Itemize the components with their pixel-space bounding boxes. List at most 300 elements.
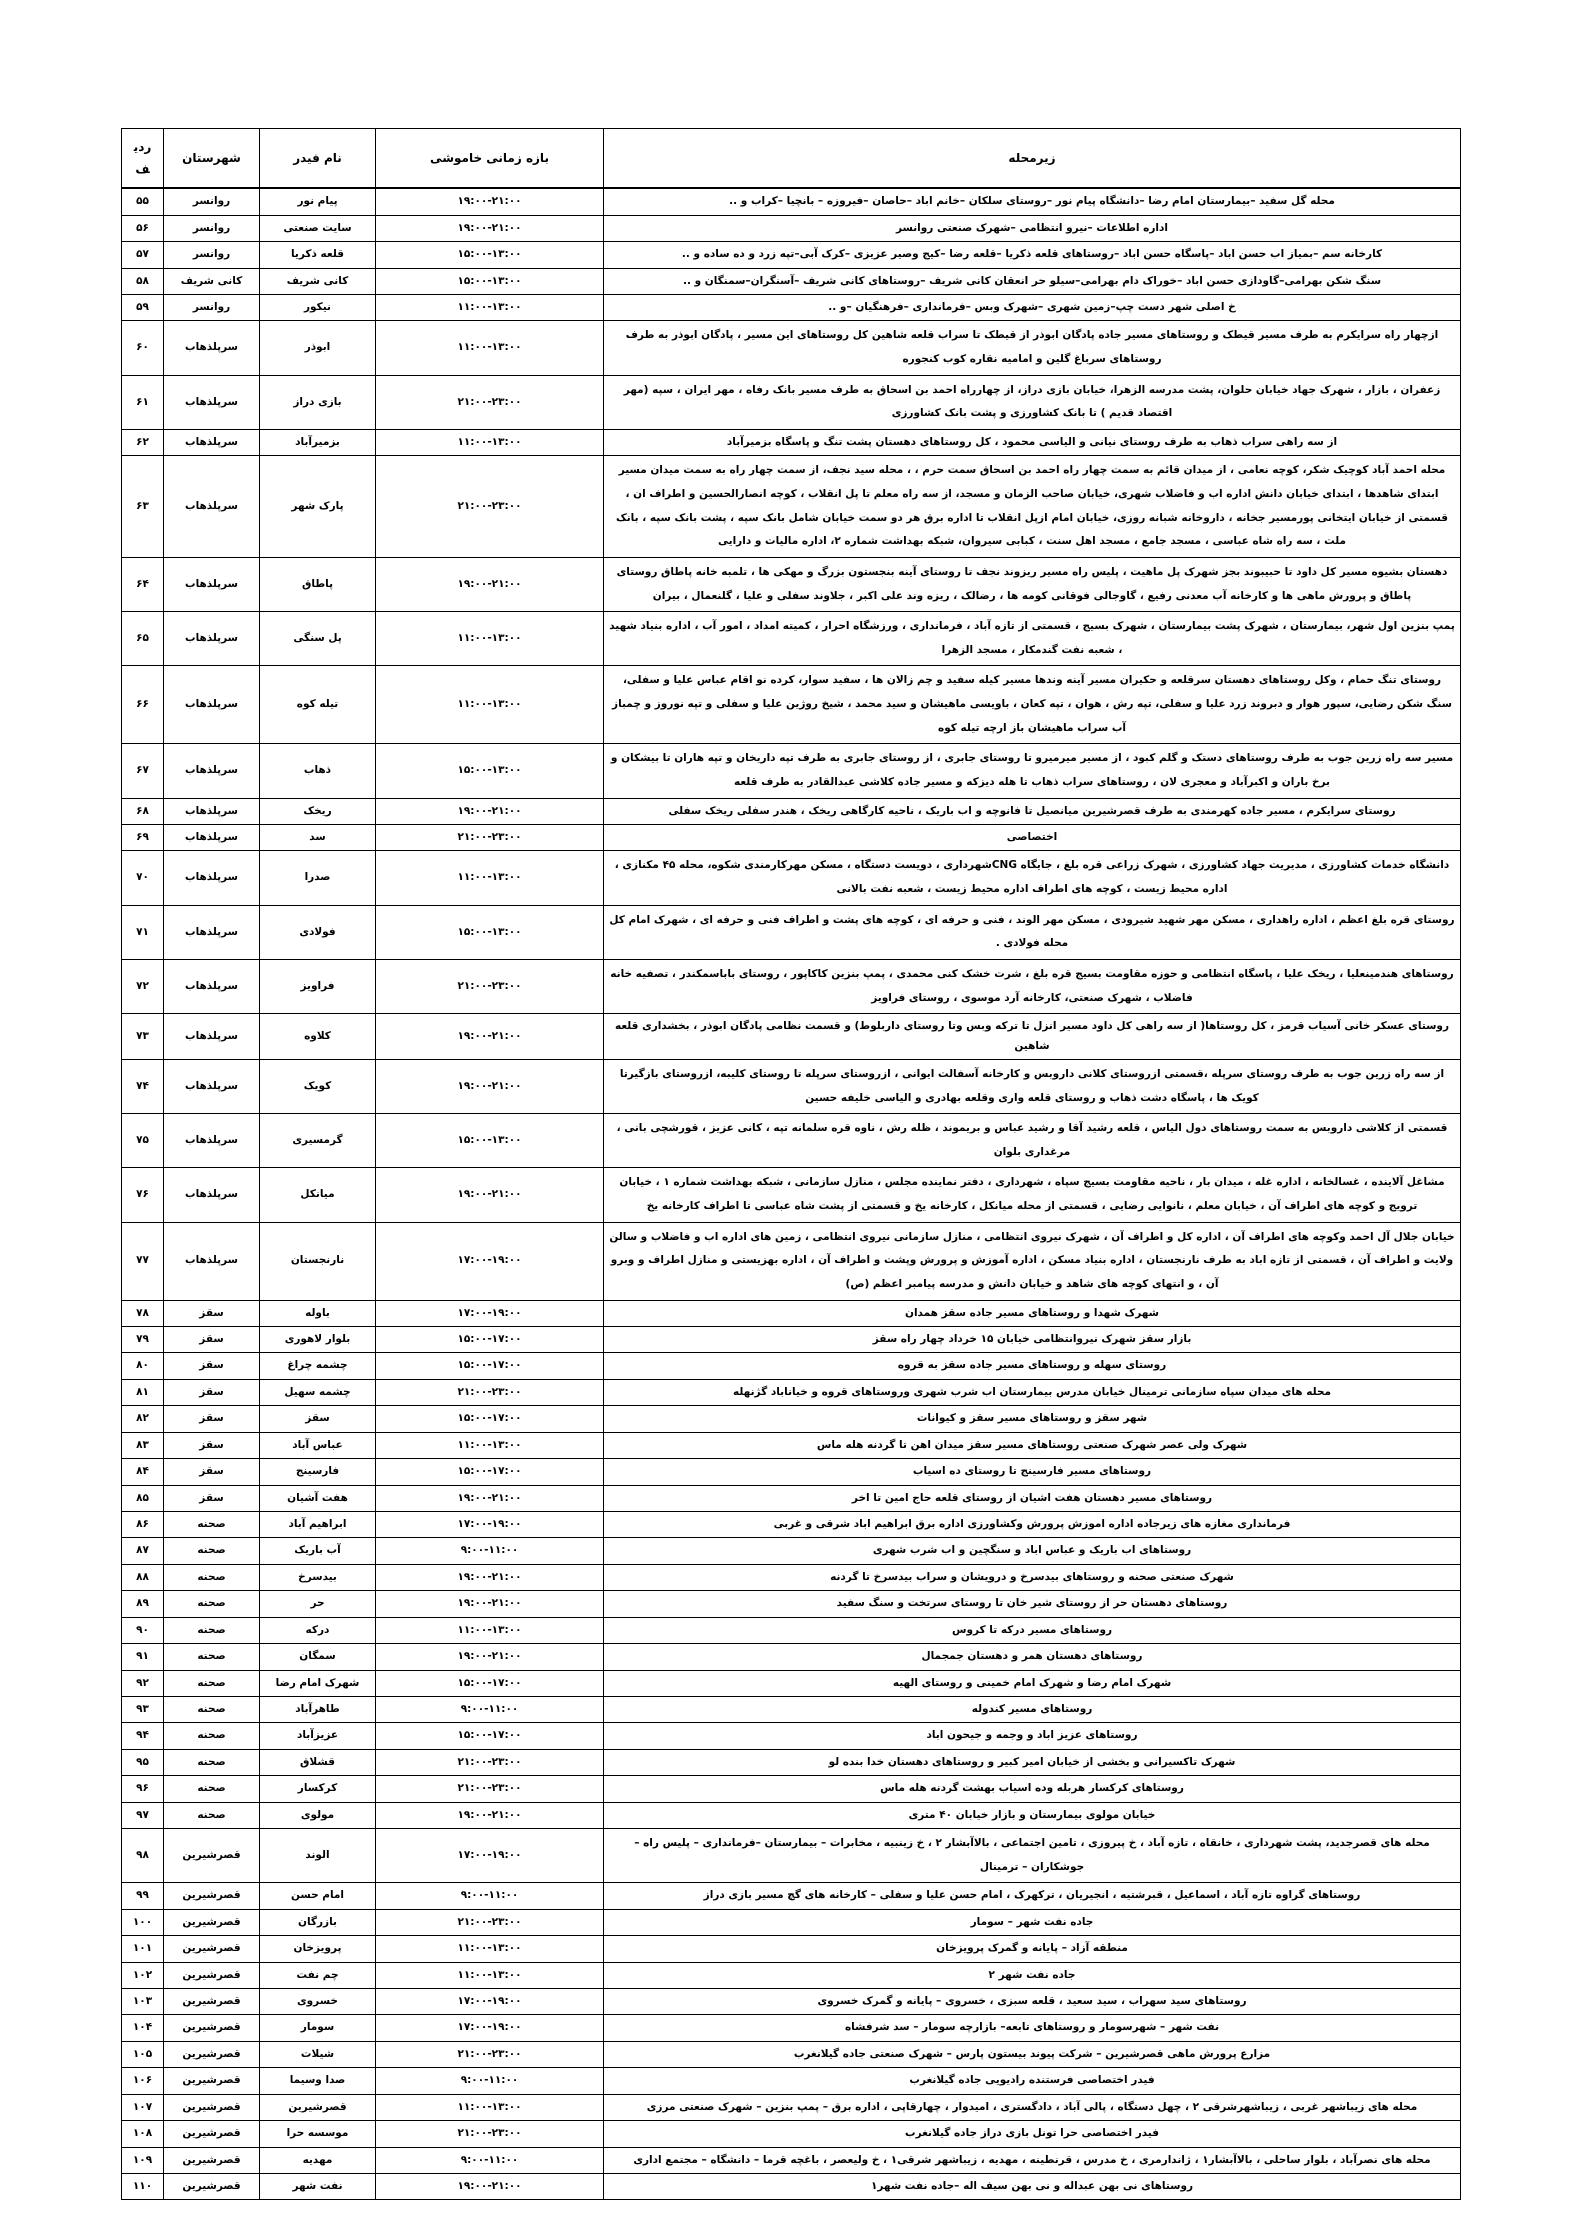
cell-feeder-name: پل سنگی bbox=[260, 612, 376, 666]
cell-city: روانسر bbox=[164, 295, 260, 321]
cell-city: سقز bbox=[164, 1327, 260, 1353]
cell-feeder-name: کانی شریف bbox=[260, 268, 376, 294]
cell-feeder-name: عزیزآباد bbox=[260, 1723, 376, 1749]
cell-outage-time-range: ۲۱:۰۰-۲۳:۰۰ bbox=[376, 2121, 604, 2147]
cell-row-number: ۶۲ bbox=[122, 429, 164, 455]
cell-row-number: ۷۴ bbox=[122, 1059, 164, 1113]
cell-outage-time-range: ۲۱:۰۰-۲۳:۰۰ bbox=[376, 959, 604, 1013]
cell-subneighborhood: روستاهای هندمینعلیا ، ریخک علیا ، پاسگاه انتظامی و حوزه مقاومت بسیج قره بلغ ، شرت خشک کنی محمدی ، پمپ بنزین کاکاپور ، روستای باباسمکندر ، تصفیه خانه فاضلاب ، شهرک صنعتی، کارخانه آرد موسوی ، روستای فراویز bbox=[604, 959, 1461, 1013]
cell-subneighborhood: خ اصلی شهر دست چپ–زمین شهری –شهرک وبس –فرمانداری –فرهنگیان –و .. bbox=[604, 295, 1461, 321]
cell-feeder-name: چشمه چراغ bbox=[260, 1353, 376, 1379]
cell-subneighborhood: روستاهای سید سهراب ، سید سعید ، قلعه سبزی ، خسروی – پایانه و گمرک خسروی bbox=[604, 1988, 1461, 2014]
cell-feeder-name: هفت آشیان bbox=[260, 1485, 376, 1511]
cell-row-number: ۹۴ bbox=[122, 1723, 164, 1749]
cell-row-number: ۹۰ bbox=[122, 1617, 164, 1643]
cell-outage-time-range: ۱۵:۰۰-۱۳:۰۰ bbox=[376, 905, 604, 959]
table-row bbox=[122, 295, 1461, 321]
cell-feeder-name: کویک bbox=[260, 1059, 376, 1113]
cell-row-number: ۶۳ bbox=[122, 456, 164, 558]
cell-outage-time-range: ۱۱:۰۰-۱۳:۰۰ bbox=[376, 295, 604, 321]
table-row bbox=[122, 1300, 1461, 1326]
cell-subneighborhood: روستاهای دهستان همر و دهستان جمجمال bbox=[604, 1644, 1461, 1670]
table-row bbox=[122, 1670, 1461, 1696]
cell-city: سرپلذهاب bbox=[164, 1222, 260, 1300]
cell-subneighborhood: دانشگاه خدمات کشاورزی ، مدیریت جهاد کشاورزی ، شهرک زراعی قره بلغ ، جایگاه CNGشهرداری ، دویست دستگاه ، مسکن مهرکارمندی شکوه، محله ۴۵ مکنازی ، اداره محیط زیست ، کوچه های اطراف اداره محیط زیست ، شعبه نفت بالانی bbox=[604, 851, 1461, 905]
cell-row-number: ۱۰۱ bbox=[122, 1936, 164, 1962]
cell-row-number: ۹۸ bbox=[122, 1829, 164, 1883]
cell-city: سرپلذهاب bbox=[164, 1114, 260, 1168]
cell-outage-time-range: ۱۱:۰۰-۱۳:۰۰ bbox=[376, 321, 604, 375]
cell-row-number: ۱۰۲ bbox=[122, 1962, 164, 1988]
cell-row-number: ۵۸ bbox=[122, 268, 164, 294]
cell-outage-time-range: ۱۷:۰۰-۱۹:۰۰ bbox=[376, 1829, 604, 1883]
cell-city: صحنه bbox=[164, 1591, 260, 1617]
cell-row-number: ۱۰۷ bbox=[122, 2094, 164, 2120]
cell-row-number: ۶۷ bbox=[122, 744, 164, 798]
cell-city: سرپلذهاب bbox=[164, 429, 260, 455]
cell-feeder-name: باوله bbox=[260, 1300, 376, 1326]
cell-city: قصرشیرین bbox=[164, 1883, 260, 1909]
cell-row-number: ۶۴ bbox=[122, 557, 164, 611]
cell-feeder-name: سمگان bbox=[260, 1644, 376, 1670]
table-row bbox=[122, 456, 1461, 558]
cell-city: سرپلذهاب bbox=[164, 1014, 260, 1060]
cell-outage-time-range: ۹:۰۰-۱۱:۰۰ bbox=[376, 1538, 604, 1564]
cell-feeder-name: تیله کوه bbox=[260, 666, 376, 744]
cell-outage-time-range: ۱۷:۰۰-۱۹:۰۰ bbox=[376, 1222, 604, 1300]
cell-city: قصرشیرین bbox=[164, 2173, 260, 2199]
cell-feeder-name: نفت شهر bbox=[260, 2173, 376, 2199]
cell-feeder-name: صدرا bbox=[260, 851, 376, 905]
cell-subneighborhood: روستاهای نی بهن عبداله و نی بهن سیف اله –جاده نفت شهر۱ bbox=[604, 2173, 1461, 2199]
cell-subneighborhood: روستاهای مسیر دهستان هفت اشیان از روستای قلعه حاج امین تا اخر bbox=[604, 1485, 1461, 1511]
cell-feeder-name: فراویز bbox=[260, 959, 376, 1013]
cell-row-number: ۱۰۰ bbox=[122, 1909, 164, 1935]
cell-city: صحنه bbox=[164, 1802, 260, 1828]
cell-row-number: ۸۴ bbox=[122, 1459, 164, 1485]
cell-subneighborhood: روستاهای عزیز اباد و وجمه و جیحون اباد bbox=[604, 1723, 1461, 1749]
cell-subneighborhood: منطقه آزاد – پایانه و گمرک پرویزخان bbox=[604, 1936, 1461, 1962]
table-row bbox=[122, 1327, 1461, 1353]
cell-subneighborhood: روستای سهله و روستاهای مسیر جاده سقز به قروه bbox=[604, 1353, 1461, 1379]
table-row bbox=[122, 188, 1461, 215]
cell-subneighborhood: پمپ بنزین اول شهر، بیمارستان ، شهرک پشت بیمارستان ، شهرک بسیج ، قسمتی از تازه آباد ، فرمانداری ، ورزشگاه احرار ، کمیته امداد ، امور آب ، اداره بنیاد شهید ، شعبه نفت گندمکار ، مسجد الزهرا bbox=[604, 612, 1461, 666]
cell-city: سرپلذهاب bbox=[164, 375, 260, 429]
cell-subneighborhood: خیابان جلال آل احمد وکوچه های اطراف آن ، اداره کل و اطراف آن ، شهرک نیروی انتظامی ، منازل سازمانی نیروی انتظامی ، زمین های اداره اب و فاضلاب و سالن ولایت و اطراف آن ، قسمتی از تازه اباد به طرف نارنجستان ، اداره بنیاد مسکن ، اداره آموزش و پرورش وپشت و اطراف آن ، اداره بهزیستی و منازل اطراف و وبرو آن ، و انتهای کوچه های شاهد و خیابان دانش و مدرسه پیامبر اعظم (ص) bbox=[604, 1222, 1461, 1300]
cell-city: صحنه bbox=[164, 1696, 260, 1722]
cell-outage-time-range: ۱۵:۰۰-۱۷:۰۰ bbox=[376, 1406, 604, 1432]
cell-outage-time-range: ۱۹:۰۰-۲۱:۰۰ bbox=[376, 1168, 604, 1222]
cell-outage-time-range: ۲۱:۰۰-۲۳:۰۰ bbox=[376, 824, 604, 850]
cell-subneighborhood: روستاهای مسیر درکه تا کروس bbox=[604, 1617, 1461, 1643]
cell-feeder-name: گرمسیری bbox=[260, 1114, 376, 1168]
cell-city: قصرشیرین bbox=[164, 2041, 260, 2067]
table-row bbox=[122, 1432, 1461, 1458]
cell-subneighborhood: جاده نفت شهر – سومار bbox=[604, 1909, 1461, 1935]
cell-subneighborhood: قسمتی از کلاشی داروبس به سمت روستاهای دول الیاس ، قلعه رشید آقا و رشید عباس و بریموند ، ظله رش ، ناوه قره سلمانه تپه ، کانی عزیز ، قورشچی بانی ، مرغداری بلوان bbox=[604, 1114, 1461, 1168]
outage-schedule-table bbox=[121, 128, 1461, 2200]
cell-city: روانسر bbox=[164, 188, 260, 215]
table-row bbox=[122, 851, 1461, 905]
table-row bbox=[122, 1406, 1461, 1432]
table-row bbox=[122, 1459, 1461, 1485]
cell-subneighborhood: شهرک تاکسیرانی و بخشی از خیابان امیر کبیر و روستاهای دهستان خدا بنده لو bbox=[604, 1749, 1461, 1775]
cell-outage-time-range: ۱۹:۰۰-۲۱:۰۰ bbox=[376, 1014, 604, 1060]
cell-city: صحنه bbox=[164, 1564, 260, 1590]
cell-outage-time-range: ۱۱:۰۰-۱۳:۰۰ bbox=[376, 2094, 604, 2120]
cell-subneighborhood: شهرک امام رضا و شهرک امام خمینی و روستای الهیه bbox=[604, 1670, 1461, 1696]
cell-row-number: ۱۰۴ bbox=[122, 2015, 164, 2041]
cell-row-number: ۶۶ bbox=[122, 666, 164, 744]
cell-feeder-name: پیام نور bbox=[260, 188, 376, 215]
cell-city: سرپلذهاب bbox=[164, 557, 260, 611]
cell-outage-time-range: ۱۱:۰۰-۱۳:۰۰ bbox=[376, 851, 604, 905]
cell-outage-time-range: ۱۹:۰۰-۲۱:۰۰ bbox=[376, 188, 604, 215]
cell-city: صحنه bbox=[164, 1776, 260, 1802]
cell-row-number: ۷۸ bbox=[122, 1300, 164, 1326]
cell-row-number: ۸۶ bbox=[122, 1511, 164, 1537]
cell-row-number: ۱۰۳ bbox=[122, 1988, 164, 2014]
table-row bbox=[122, 1591, 1461, 1617]
cell-outage-time-range: ۱۹:۰۰-۲۱:۰۰ bbox=[376, 798, 604, 824]
cell-outage-time-range: ۹:۰۰-۱۱:۰۰ bbox=[376, 1883, 604, 1909]
cell-row-number: ۱۰۸ bbox=[122, 2121, 164, 2147]
cell-outage-time-range: ۱۱:۰۰-۱۳:۰۰ bbox=[376, 1617, 604, 1643]
cell-subneighborhood: از سه راهی سراب ذهاب به طرف روستای نیانی و الیاسی محمود ، کل روستاهای دهستان پشت تنگ و پاسگاه بزمیرآباد bbox=[604, 429, 1461, 455]
cell-subneighborhood: روستاهای کرکسار هربله وده اسیاب بهشت گردنه هله ماس bbox=[604, 1776, 1461, 1802]
table-row bbox=[122, 321, 1461, 375]
table-row bbox=[122, 798, 1461, 824]
table-row bbox=[122, 1538, 1461, 1564]
cell-feeder-name: پاطاق bbox=[260, 557, 376, 611]
cell-row-number: ۸۹ bbox=[122, 1591, 164, 1617]
cell-city: صحنه bbox=[164, 1617, 260, 1643]
cell-feeder-name: عباس آباد bbox=[260, 1432, 376, 1458]
table-row bbox=[122, 1883, 1461, 1909]
cell-row-number: ۷۰ bbox=[122, 851, 164, 905]
table-row bbox=[122, 1168, 1461, 1222]
cell-feeder-name: الوند bbox=[260, 1829, 376, 1883]
table-row bbox=[122, 268, 1461, 294]
cell-feeder-name: فولادی bbox=[260, 905, 376, 959]
cell-feeder-name: سقز bbox=[260, 1406, 376, 1432]
cell-feeder-name: ابراهیم آباد bbox=[260, 1511, 376, 1537]
cell-row-number: ۸۲ bbox=[122, 1406, 164, 1432]
cell-outage-time-range: ۱۱:۰۰-۱۳:۰۰ bbox=[376, 429, 604, 455]
cell-outage-time-range: ۱۱:۰۰-۱۳:۰۰ bbox=[376, 1432, 604, 1458]
cell-outage-time-range: ۱۵:۰۰-۱۷:۰۰ bbox=[376, 1353, 604, 1379]
table-row bbox=[122, 2094, 1461, 2120]
cell-subneighborhood: روستاهای دهستان حر از روستای شیر خان تا روستای سرتخت و سنگ سفید bbox=[604, 1591, 1461, 1617]
cell-feeder-name: قلعه ذکریا bbox=[260, 242, 376, 268]
cell-outage-time-range: ۱۹:۰۰-۲۱:۰۰ bbox=[376, 1802, 604, 1828]
table-row bbox=[122, 375, 1461, 429]
table-row bbox=[122, 1511, 1461, 1537]
cell-feeder-name: قصرشیرین bbox=[260, 2094, 376, 2120]
cell-feeder-name: مولوی bbox=[260, 1802, 376, 1828]
cell-subneighborhood: روستاهای مسیر فارسینج تا روستای ده اسیاب bbox=[604, 1459, 1461, 1485]
cell-row-number: ۷۵ bbox=[122, 1114, 164, 1168]
table-row bbox=[122, 1644, 1461, 1670]
table-header-row bbox=[122, 129, 1461, 189]
cell-feeder-name: قشلاق bbox=[260, 1749, 376, 1775]
cell-city: سرپلذهاب bbox=[164, 824, 260, 850]
cell-row-number: ۸۰ bbox=[122, 1353, 164, 1379]
table-row bbox=[122, 242, 1461, 268]
table-row bbox=[122, 1114, 1461, 1168]
cell-subneighborhood: اداره اطلاعات –نیرو انتظامی –شهرک صنعتی روانسر bbox=[604, 215, 1461, 241]
cell-city: سقز bbox=[164, 1379, 260, 1405]
cell-subneighborhood: فیدر اختصاصی فرستنده رادیویی جاده گیلانغرب bbox=[604, 2068, 1461, 2094]
cell-city: صحنه bbox=[164, 1538, 260, 1564]
cell-row-number: ۹۲ bbox=[122, 1670, 164, 1696]
cell-subneighborhood: مسیر سه راه زرین جوب به طرف روستاهای دستک و گلم کبود ، از مسیر میرمیرو تا روستای جابری ، از روستای جابری به طرف تپه داریخان و تپه هاران تا بیشکان و برخ باران و اکبرآباد و معجری لان ، روستاهای سراب ذهاب تا هله دیزکه و مسیر جاده کلاشی عبدالقادر به طرف قلعه bbox=[604, 744, 1461, 798]
cell-feeder-name: بازی دراز bbox=[260, 375, 376, 429]
cell-row-number: ۱۰۵ bbox=[122, 2041, 164, 2067]
cell-subneighborhood: محله های زیباشهر غربی ، زیباشهرشرقی ۲ ، چهل دستگاه ، پالی آباد ، دادگستری ، امیدوار ، چهارقاپی ، اداره برق – پمپ بنزین – شهرک صنعتی مرزی bbox=[604, 2094, 1461, 2120]
cell-subneighborhood: مزارع پرورش ماهی قصرشیرین – شرکت پیوند بیستون پارس – شهرک صنعتی جاده گیلانغرب bbox=[604, 2041, 1461, 2067]
cell-outage-time-range: ۱۵:۰۰-۱۳:۰۰ bbox=[376, 242, 604, 268]
cell-outage-time-range: ۱۵:۰۰-۱۳:۰۰ bbox=[376, 1114, 604, 1168]
cell-feeder-name: بلوار لاهوری bbox=[260, 1327, 376, 1353]
cell-feeder-name: کلاوه bbox=[260, 1014, 376, 1060]
cell-subneighborhood: محله های قصرجدید، پشت شهرداری ، خانقاه ، تازه آباد ، خ پیروزی ، تامین اجتماعی ، بالاآبشار ۲ ، خ زینبیه ، مخابرات – بیمارستان –فرمانداری – پلیس راه – جوشکاران – ترمینال bbox=[604, 1829, 1461, 1883]
cell-subneighborhood: فرمانداری مغازه های زیرجاده اداره اموزش پرورش وکشاورزی اداره برق ابراهیم اباد شرقی و غربی bbox=[604, 1511, 1461, 1537]
cell-outage-time-range: ۲۱:۰۰-۲۳:۰۰ bbox=[376, 1909, 604, 1935]
cell-feeder-name: شهرک امام رضا bbox=[260, 1670, 376, 1696]
cell-row-number: ۱۰۹ bbox=[122, 2147, 164, 2173]
cell-outage-time-range: ۱۹:۰۰-۲۱:۰۰ bbox=[376, 1059, 604, 1113]
table-row bbox=[122, 1696, 1461, 1722]
cell-row-number: ۱۰۶ bbox=[122, 2068, 164, 2094]
table-row bbox=[122, 2147, 1461, 2173]
cell-city: قصرشیرین bbox=[164, 2121, 260, 2147]
table-body bbox=[122, 188, 1461, 2199]
cell-feeder-name: حر bbox=[260, 1591, 376, 1617]
table-row bbox=[122, 824, 1461, 850]
cell-city: سقز bbox=[164, 1406, 260, 1432]
table-row bbox=[122, 1802, 1461, 1828]
column-header-row-number: ردیف bbox=[122, 129, 164, 189]
cell-city: سرپلذهاب bbox=[164, 456, 260, 558]
cell-feeder-name: بزمیرآباد bbox=[260, 429, 376, 455]
cell-feeder-name: سومار bbox=[260, 2015, 376, 2041]
table-row bbox=[122, 1749, 1461, 1775]
table-row bbox=[122, 1776, 1461, 1802]
cell-feeder-name: آب باریک bbox=[260, 1538, 376, 1564]
cell-city: قصرشیرین bbox=[164, 1988, 260, 2014]
cell-city: قصرشیرین bbox=[164, 1936, 260, 1962]
cell-outage-time-range: ۱۵:۰۰-۱۳:۰۰ bbox=[376, 268, 604, 294]
cell-row-number: ۶۱ bbox=[122, 375, 164, 429]
cell-row-number: ۹۳ bbox=[122, 1696, 164, 1722]
cell-city: صحنه bbox=[164, 1644, 260, 1670]
cell-subneighborhood: نفت شهر – شهرسومار و روستاهای تابعه– بازارچه سومار – سد شرفشاه bbox=[604, 2015, 1461, 2041]
cell-feeder-name: چم نفت bbox=[260, 1962, 376, 1988]
cell-city: سرپلذهاب bbox=[164, 666, 260, 744]
cell-outage-time-range: ۲۱:۰۰-۲۳:۰۰ bbox=[376, 1749, 604, 1775]
table-row bbox=[122, 612, 1461, 666]
table-row bbox=[122, 1617, 1461, 1643]
cell-city: قصرشیرین bbox=[164, 2015, 260, 2041]
cell-city: صحنه bbox=[164, 1670, 260, 1696]
cell-city: قصرشیرین bbox=[164, 1909, 260, 1935]
cell-outage-time-range: ۲۱:۰۰-۲۳:۰۰ bbox=[376, 1379, 604, 1405]
cell-outage-time-range: ۲۱:۰۰-۲۳:۰۰ bbox=[376, 2041, 604, 2067]
cell-feeder-name: مهدیه bbox=[260, 2147, 376, 2173]
cell-subneighborhood: جاده نفت شهر ۲ bbox=[604, 1962, 1461, 1988]
cell-feeder-name: پارک شهر bbox=[260, 456, 376, 558]
cell-city: قصرشیرین bbox=[164, 2068, 260, 2094]
cell-feeder-name: بازرگان bbox=[260, 1909, 376, 1935]
cell-city: روانسر bbox=[164, 242, 260, 268]
cell-feeder-name: میانکل bbox=[260, 1168, 376, 1222]
column-header-subneighborhood: زیرمحله bbox=[604, 129, 1461, 189]
cell-subneighborhood: روستاهای اب باریک و عباس اباد و سنگچین و اب شرب شهری bbox=[604, 1538, 1461, 1564]
cell-subneighborhood: روستاهای گراوه تازه آباد ، اسماعیل ، قبرشتیه ، انجیریان ، ترکهرک ، امام حسن علیا و سفلی – کارخانه های گچ مسیر بازی دراز bbox=[604, 1883, 1461, 1909]
table-row bbox=[122, 1564, 1461, 1590]
cell-city: سرپلذهاب bbox=[164, 905, 260, 959]
cell-subneighborhood: ازچهار راه سرایکرم به طرف مسیر قیطک و روستاهای مسیر جاده پادگان ابوذر از قیطک تا سراب قلعه شاهین کل روستاهای این مسیر ، پادگان ابوذر به طرف روستاهای سرباغ گلین و امامیه نقاره کوب کنجوره bbox=[604, 321, 1461, 375]
cell-subneighborhood: زعفران ، بازار ، شهرک جهاد خیابان حلوان، پشت مدرسه الزهرا، خیابان بازی دراز، از چهارراه احمد بن اسحاق به طرف مسیر بانک رفاه ، مهر ایران ، سپه (مهر اقتصاد قدیم ) تا بانک کشاورزی و پشت بانک کشاورزی bbox=[604, 375, 1461, 429]
cell-city: سرپلذهاب bbox=[164, 321, 260, 375]
cell-feeder-name: شیلات bbox=[260, 2041, 376, 2067]
cell-outage-time-range: ۹:۰۰-۱۱:۰۰ bbox=[376, 1696, 604, 1722]
cell-feeder-name: امام حسن bbox=[260, 1883, 376, 1909]
table-row bbox=[122, 1962, 1461, 1988]
cell-feeder-name: طاهرآباد bbox=[260, 1696, 376, 1722]
cell-outage-time-range: ۲۱:۰۰-۲۳:۰۰ bbox=[376, 1776, 604, 1802]
cell-city: سقز bbox=[164, 1485, 260, 1511]
cell-row-number: ۹۶ bbox=[122, 1776, 164, 1802]
cell-row-number: ۹۵ bbox=[122, 1749, 164, 1775]
cell-subneighborhood: روستای قره بلغ اعظم ، اداره راهداری ، مسکن مهر شهید شیرودی ، مسکن مهر الوند ، فنی و حرفه ای ، کوچه های پشت و اطراف فنی و حرفه ای ، شهرک امام کل محله فولادی . bbox=[604, 905, 1461, 959]
cell-city: سقز bbox=[164, 1300, 260, 1326]
cell-feeder-name: ریخک bbox=[260, 798, 376, 824]
cell-subneighborhood: فیدر اختصاصی حرا تونل بازی دراز جاده گیلانغرب bbox=[604, 2121, 1461, 2147]
cell-subneighborhood: کارخانه سم –بمیاز اب حسن اباد –پاسگاه حسن اباد –روستاهای قلعه ذکریا –قلعه رضا –کیج وصیر عزیزی –کرک آبی–تپه زرد و ده ساده و .. bbox=[604, 242, 1461, 268]
cell-outage-time-range: ۱۹:۰۰-۲۱:۰۰ bbox=[376, 557, 604, 611]
cell-outage-time-range: ۱۱:۰۰-۱۳:۰۰ bbox=[376, 1936, 604, 1962]
cell-row-number: ۶۵ bbox=[122, 612, 164, 666]
cell-row-number: ۷۹ bbox=[122, 1327, 164, 1353]
table-row bbox=[122, 1059, 1461, 1113]
cell-feeder-name: نیکور bbox=[260, 295, 376, 321]
cell-feeder-name: درکه bbox=[260, 1617, 376, 1643]
cell-outage-time-range: ۹:۰۰-۱۱:۰۰ bbox=[376, 2147, 604, 2173]
cell-outage-time-range: ۱۹:۰۰-۲۱:۰۰ bbox=[376, 1485, 604, 1511]
cell-subneighborhood: خیابان مولوی بیمارستان و بازار خیابان ۴۰ متری bbox=[604, 1802, 1461, 1828]
table-row bbox=[122, 1485, 1461, 1511]
cell-city: صحنه bbox=[164, 1723, 260, 1749]
cell-outage-time-range: ۱۱:۰۰-۱۳:۰۰ bbox=[376, 612, 604, 666]
column-header-outage-time-range: بازه زمانی خاموشی bbox=[376, 129, 604, 189]
cell-feeder-name: صدا وسیما bbox=[260, 2068, 376, 2094]
cell-city: صحنه bbox=[164, 1749, 260, 1775]
cell-city: قصرشیرین bbox=[164, 2147, 260, 2173]
table-row bbox=[122, 2173, 1461, 2199]
cell-outage-time-range: ۱۵:۰۰-۱۳:۰۰ bbox=[376, 744, 604, 798]
table-row bbox=[122, 1379, 1461, 1405]
cell-outage-time-range: ۱۷:۰۰-۱۹:۰۰ bbox=[376, 2015, 604, 2041]
cell-subneighborhood: روستاهای مسیر کندوله bbox=[604, 1696, 1461, 1722]
cell-city: قصرشیرین bbox=[164, 1829, 260, 1883]
table-row bbox=[122, 1222, 1461, 1300]
cell-feeder-name: چشمه سهیل bbox=[260, 1379, 376, 1405]
table-row bbox=[122, 1988, 1461, 2014]
table-row bbox=[122, 1936, 1461, 1962]
cell-row-number: ۹۷ bbox=[122, 1802, 164, 1828]
cell-city: سرپلذهاب bbox=[164, 1059, 260, 1113]
cell-outage-time-range: ۱۹:۰۰-۲۱:۰۰ bbox=[376, 215, 604, 241]
cell-row-number: ۸۵ bbox=[122, 1485, 164, 1511]
table-row bbox=[122, 959, 1461, 1013]
cell-row-number: ۷۲ bbox=[122, 959, 164, 1013]
table-row bbox=[122, 905, 1461, 959]
cell-row-number: ۵۷ bbox=[122, 242, 164, 268]
cell-outage-time-range: ۱۷:۰۰-۱۹:۰۰ bbox=[376, 1511, 604, 1537]
cell-city: سرپلذهاب bbox=[164, 1168, 260, 1222]
cell-outage-time-range: ۱۹:۰۰-۲۱:۰۰ bbox=[376, 1591, 604, 1617]
cell-outage-time-range: ۱۹:۰۰-۲۱:۰۰ bbox=[376, 1644, 604, 1670]
cell-subneighborhood: شهرک صنعتی صحنه و روستاهای بیدسرخ و درویشان و سراب بیدسرخ تا گردنه bbox=[604, 1564, 1461, 1590]
cell-subneighborhood: از سه راه زرین جوب به طرف روستای سرپله ،قسمتی ازروستای کلانی داروبس و کارخانه آسفالت ایوانی ، ازروستای سرپله تا روستای کلیبه، ازروستای بازگیرتا کویک ها ، پاسگاه دشت ذهاب و روستای قلعه واری وقلعه بهادری و الیاسی خلیفه حسین bbox=[604, 1059, 1461, 1113]
cell-row-number: ۷۶ bbox=[122, 1168, 164, 1222]
cell-feeder-name: خسروی bbox=[260, 1988, 376, 2014]
table-row bbox=[122, 744, 1461, 798]
table-row bbox=[122, 215, 1461, 241]
table-row bbox=[122, 1014, 1461, 1060]
cell-subneighborhood: محله های میدان سپاه سازمانی ترمینال خیابان مدرس بیمارستان اب شرب شهری وروستاهای قروه و خیاناباد گژنهله bbox=[604, 1379, 1461, 1405]
table-header bbox=[122, 129, 1461, 189]
cell-feeder-name: ذهاب bbox=[260, 744, 376, 798]
cell-row-number: ۶۹ bbox=[122, 824, 164, 850]
cell-row-number: ۹۹ bbox=[122, 1883, 164, 1909]
cell-row-number: ۹۱ bbox=[122, 1644, 164, 1670]
cell-outage-time-range: ۱۱:۰۰-۱۳:۰۰ bbox=[376, 1962, 604, 1988]
cell-feeder-name: بیدسرخ bbox=[260, 1564, 376, 1590]
cell-outage-time-range: ۱۷:۰۰-۱۹:۰۰ bbox=[376, 1988, 604, 2014]
table-row bbox=[122, 666, 1461, 744]
cell-outage-time-range: ۲۱:۰۰-۲۳:۰۰ bbox=[376, 375, 604, 429]
cell-feeder-name: کرکسار bbox=[260, 1776, 376, 1802]
cell-subneighborhood: روستای عسکر خانی آسیاب قرمز ، کل روستاها( از سه راهی کل داود مسیر انزل تا ترکه وبس وتا روستای داربلوط) و قسمت نظامی پادگان ابوذر ، بخشداری قلعه شاهین bbox=[604, 1014, 1461, 1060]
cell-outage-time-range: ۱۹:۰۰-۲۱:۰۰ bbox=[376, 1564, 604, 1590]
cell-subneighborhood: روستای تنگ حمام ، وکل روستاهای دهستان سرقلعه و حکیران مسیر آینه وندها مسیر کیله سفید و چم زالان ها ، سفید سوار، کرده نو اقام عباس علیا و سفلی، سنگ شکن رضایی، سپور هوار و دبروند زرد علیا و سفلی، تپه رش ، هوان ، تپه کعان ، باویسی ماهیشان و سید محمد ، شیخ روژین علیا و سفلی و تپه نوروز و چمباز آب سراب ماهیشان باز ارچه تیله کوه bbox=[604, 666, 1461, 744]
cell-subneighborhood: سنگ شکن بهرامی–گاودازی حسن اباد –خوراک دام بهرامی–سیلو حر انعقان کانی شریف –روستاهای کانی شریف –آسنگران–سمنگان و .. bbox=[604, 268, 1461, 294]
table-row bbox=[122, 2121, 1461, 2147]
cell-city: سقز bbox=[164, 1353, 260, 1379]
cell-city: روانسر bbox=[164, 215, 260, 241]
cell-outage-time-range: ۲۱:۰۰-۲۳:۰۰ bbox=[376, 456, 604, 558]
cell-outage-time-range: ۹:۰۰-۱۱:۰۰ bbox=[376, 2068, 604, 2094]
cell-row-number: ۶۰ bbox=[122, 321, 164, 375]
cell-city: سرپلذهاب bbox=[164, 959, 260, 1013]
cell-row-number: ۸۷ bbox=[122, 1538, 164, 1564]
cell-feeder-name: سد bbox=[260, 824, 376, 850]
cell-city: سرپلذهاب bbox=[164, 851, 260, 905]
table-row bbox=[122, 429, 1461, 455]
cell-feeder-name: سایت صنعتی bbox=[260, 215, 376, 241]
cell-city: سرپلذهاب bbox=[164, 744, 260, 798]
cell-city: کانی شریف bbox=[164, 268, 260, 294]
table-row bbox=[122, 1723, 1461, 1749]
cell-row-number: ۵۵ bbox=[122, 188, 164, 215]
cell-row-number: ۸۳ bbox=[122, 1432, 164, 1458]
cell-outage-time-range: ۱۵:۰۰-۱۷:۰۰ bbox=[376, 1723, 604, 1749]
cell-subneighborhood: شهرک شهدا و روستاهای مسیر جاده سقز همدان bbox=[604, 1300, 1461, 1326]
cell-subneighborhood: شهرک ولی عصر شهرک صنعتی روستاهای مسیر سقز میدان اهن تا گردنه هله ماس bbox=[604, 1432, 1461, 1458]
